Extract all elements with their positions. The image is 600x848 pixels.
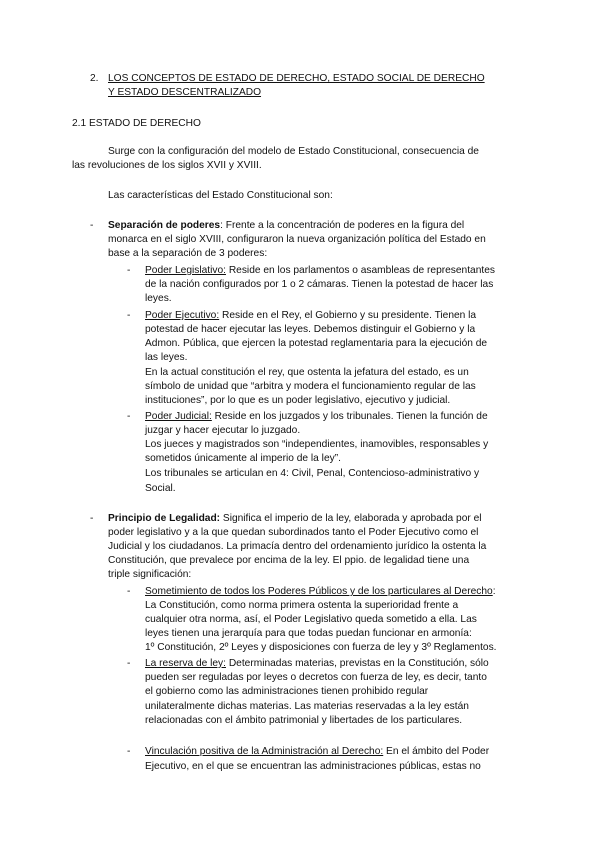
item-title: Vinculación positiva de la Administración al Derecho:: [145, 746, 384, 757]
item-line: Los tribunales se articulan en 4: Civil, Penal, Contencioso-administrativo y: [145, 468, 480, 479]
section-bullet: -: [90, 513, 94, 524]
item-line: pueden ser reguladas por leyes o decretos con fuerza de ley, es decir, tanto: [145, 672, 487, 683]
item-line: Ejecutivo, en el que se encuentran las administraciones públicas, estas no: [145, 761, 481, 772]
item-title: Sometimiento de todos los Poderes Públicos y de los particulares al Derecho: [145, 586, 493, 597]
item-line: 1º Constitución, 2º Leyes y disposiciones con fuerza de ley y 3º Reglamentos.: [145, 642, 497, 653]
item-title: La reserva de ley:: [145, 658, 226, 669]
section-line: monarca en el siglo XVIII, configuraron la nueva organización política del Estado en: [108, 234, 486, 245]
section-title: Principio de Legalidad:: [108, 513, 221, 524]
item-line: leyes.: [145, 293, 172, 304]
item-bullet: -: [127, 586, 131, 597]
item-line: instituciones”, por lo que es un poder legislativo, ejecutivo y judicial.: [145, 395, 451, 406]
item-first-line: [145, 657, 489, 670]
intro-line: las revoluciones de los siglos XVII y XVIII.: [72, 160, 262, 171]
item-line: el gobierno como las administraciones tienen prohibido regular: [145, 686, 429, 697]
item-title: Poder Judicial:: [145, 411, 212, 422]
item-first-line: [145, 309, 476, 322]
intro-paragraph: Las características del Estado Constitucional son:: [108, 190, 333, 201]
item-line: símbolo de unidad que “arbitra y modera el funcionamiento regular de las: [145, 381, 476, 392]
item-bullet: -: [127, 265, 131, 276]
section-first-line: [108, 512, 482, 525]
heading-number: 2.: [90, 73, 99, 84]
item-line: Reside en los juzgados y los tribunales. Tienen la función de: [211, 411, 488, 422]
section-line: Significa el imperio de la ley, elaborada y aprobada por el: [220, 513, 482, 524]
item-line: de la nación configurados por 1 o 2 cámaras. Tienen la potestad de hacer las: [145, 279, 494, 290]
item-line: Admon. Pública, que ejercen la potestad reglamentaria para la ejecución de: [145, 338, 488, 349]
item-bullet: -: [127, 658, 131, 669]
item-line: Social.: [145, 483, 176, 494]
section-line: Judicial y los ciudadanos. La primacía dentro del ordenamiento jurídico la ostenta la: [108, 541, 487, 552]
item-title: Poder Legislativo:: [145, 265, 226, 276]
item-line: las leyes.: [145, 352, 188, 363]
item-first-line: [145, 264, 495, 277]
item-line: sometidos únicamente al imperio de la ley”.: [145, 453, 341, 464]
intro-line: Surge con la configuración del modelo de Estado Constitucional, consecuencia de: [108, 146, 479, 157]
item-line: potestad de hacer ejecutar las leyes. Debemos distinguir el Gobierno y la: [145, 324, 476, 335]
heading-title-line1: LOS CONCEPTOS DE ESTADO DE DERECHO, ESTADO SOCIAL DE DERECHO: [108, 73, 485, 84]
section-line: Constitución, que prevalece por encima de la ley. El ppio. de legalidad tiene una: [108, 555, 470, 566]
item-line: En la actual constitución el rey, que ostenta la jefatura del estado, es un: [145, 367, 469, 378]
item-title: Poder Ejecutivo:: [145, 310, 220, 321]
item-line: leyes tienen una jerarquía para que todas puedan funcionar en armonía:: [145, 628, 472, 639]
heading-title-line2: Y ESTADO DESCENTRALIZADO: [108, 87, 262, 98]
item-line: cualquier otra norma, así, el Poder Legislativo queda sometido a ella. Las: [145, 614, 477, 625]
item-bullet: -: [127, 310, 131, 321]
item-bullet: -: [127, 746, 131, 757]
item-line: relacionadas con el ámbito patrimonial y libertades de los particulares.: [145, 715, 463, 726]
item-line: La Constitución, como norma primera ostenta la superioridad frente a: [145, 600, 459, 611]
item-line: Determinadas materias, previstas en la Constitución, sólo: [225, 658, 489, 669]
item-line: Reside en el Rey, el Gobierno y su presidente. Tienen la: [219, 310, 477, 321]
item-line: Reside en los parlamentos o asambleas de representantes: [225, 265, 495, 276]
section-line: triple significación:: [108, 569, 192, 580]
item-first-line: [145, 410, 488, 423]
item-line: juzgar y hacer ejecutar lo juzgado.: [145, 425, 301, 436]
item-line: Los jueces y magistrados son “independientes, inamovibles, responsables y: [145, 439, 489, 450]
item-line: unilateralmente dichas materias. Las materias reservadas a la ley están: [145, 701, 469, 712]
item-bullet: -: [127, 411, 131, 422]
section-line: base a la separación de 3 poderes:: [108, 248, 268, 259]
subheading: 2.1 ESTADO DE DERECHO: [72, 118, 201, 129]
section-first-line: [108, 219, 464, 232]
section-line: : Frente a la concentración de poderes en la figura del: [220, 220, 465, 231]
item-line: :: [492, 586, 496, 597]
section-line: poder legislativo y a la que quedan subordinados tanto el Poder Ejecutivo como el: [108, 527, 479, 538]
item-first-line: [145, 585, 496, 598]
section-bullet: -: [90, 220, 94, 231]
item-first-line: [145, 745, 489, 758]
section-title: Separación de poderes: [108, 220, 221, 231]
item-line: En el ámbito del Poder: [383, 746, 490, 757]
